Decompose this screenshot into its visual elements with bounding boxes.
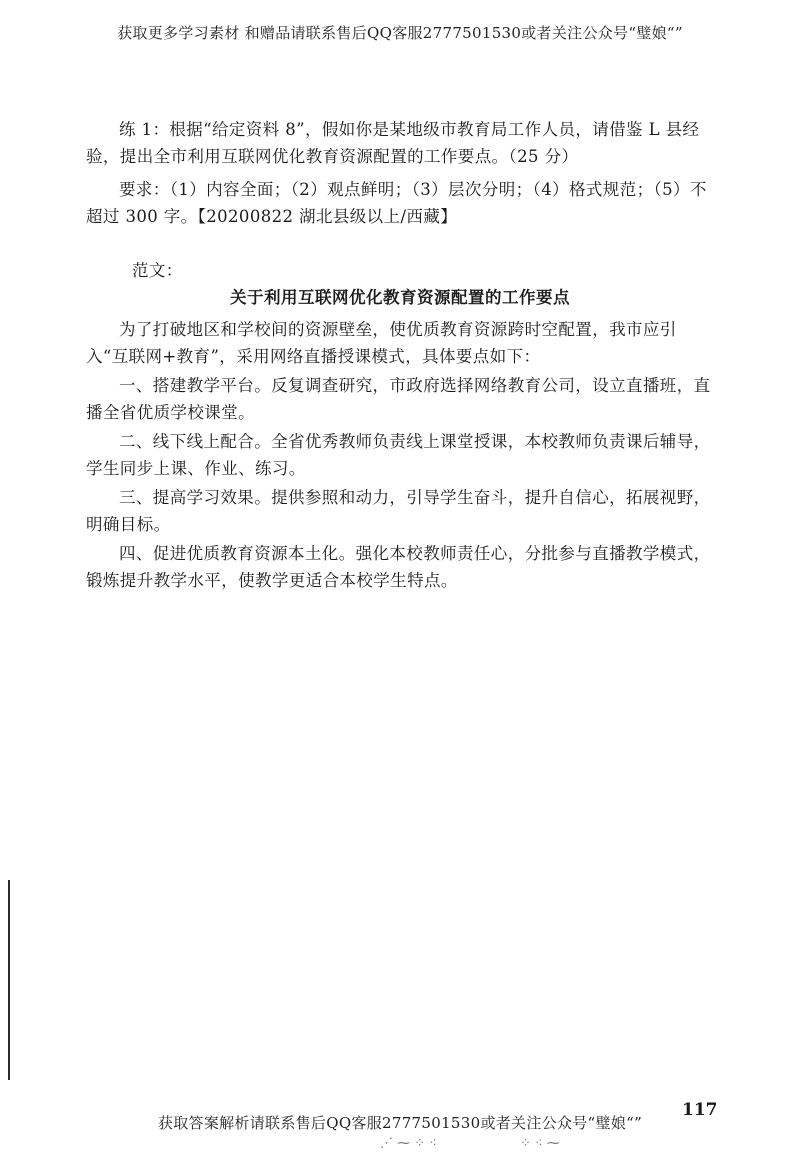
exercise-prompt: 练 1：根据“给定资料 8”，假如你是某地级市教育局工作人员，请借鉴 L 县经验，提出全市利用互联网优化教育资源配置的工作要点。（25 分）: [86, 120, 700, 166]
footer-watermark-text: 获取答案解析请联系售后QQ客服2777501530或者关注公众号“璧娘“”: [157, 1114, 643, 1132]
essay-point-1: 一、搭建教学平台。反复调查研究，市政府选择网络教育公司，设立直播班，直播全省优质学校课堂。: [86, 376, 711, 422]
header-watermark-text: 获取更多学习素材 和赠品请联系售后QQ客服2777501530或者关注公众号“璧娘“”: [117, 24, 683, 42]
scan-margin-line: [8, 880, 10, 1080]
essay-intro-paragraph: 为了打破地区和学校间的资源壁垒，使优质教育资源跨时空配置，我市应引入“互联网+教育”，采用网络直播授课模式，具体要点如下：: [86, 320, 677, 366]
essay-title: 关于利用互联网优化教育资源配置的工作要点: [230, 288, 570, 307]
sample-label: 范文：: [132, 261, 183, 280]
scan-noise-mark: ⋰ ⁓ ⁘ ⁖: [380, 1136, 437, 1151]
essay-point-2: 二、线下线上配合。全省优秀教师负责线上课堂授课，本校教师负责课后辅导，学生同步上课、作业、练习。: [86, 432, 711, 478]
exercise-requirements: 要求：（1）内容全面；（2）观点鲜明；（3）层次分明；（4）格式规范；（5）不超过 300 字。【20200822 湖北县级以上/西藏】: [86, 180, 707, 226]
page-number: 117: [682, 1100, 718, 1120]
scan-noise-mark: ⁘ ⁖ ⁓: [520, 1136, 560, 1151]
essay-point-4: 四、促进优质教育资源本土化。强化本校教师责任心，分批参与直播教学模式，锻炼提升教学水平，使教学更适合本校学生特点。: [86, 544, 711, 590]
essay-point-3: 三、提高学习效果。提供参照和动力，引导学生奋斗，提升自信心，拓展视野，明确目标。: [86, 488, 711, 534]
